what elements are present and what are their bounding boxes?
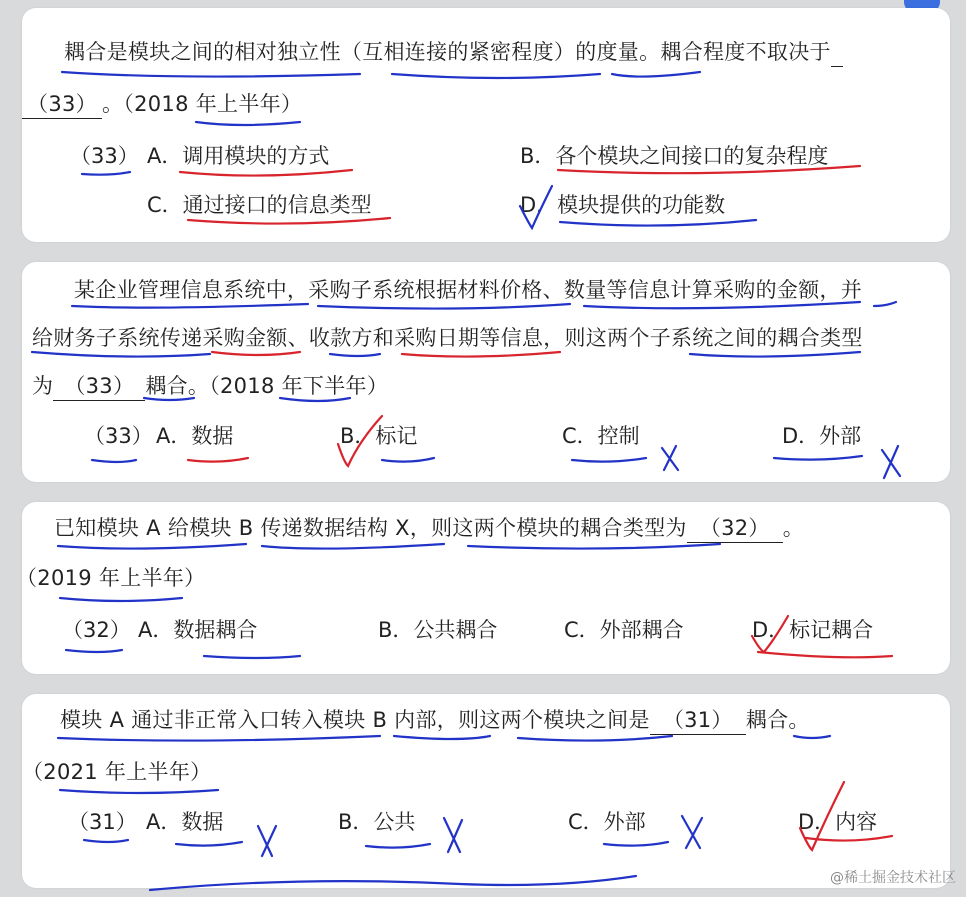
option-d: D．内容: [798, 810, 878, 834]
question-stem: 耦合是模块之间的相对独立性（互相连接的紧密程度）的度量。耦合程度不取决于: [64, 38, 843, 67]
question-card-1: [22, 8, 950, 242]
option-d: D．模块提供的功能数: [520, 193, 726, 217]
option-d: D．标记耦合: [752, 618, 874, 642]
option-a: A．数据耦合: [138, 618, 258, 642]
option-b: B．公共: [338, 810, 416, 834]
question-number: （32）: [62, 618, 131, 642]
question-stem: 已知模块 A 给模块 B 传递数据结构 X，则这两个模块的耦合类型为 （32） 。: [54, 514, 804, 543]
question-stem: 为 （33） 耦合。（2018 年下半年）: [32, 372, 388, 401]
answer-blank: （33）: [22, 90, 102, 119]
question-stem: 模块 A 通过非正常入口转入模块 B 内部，则这两个模块之间是 （31） 耦合。: [60, 706, 810, 735]
option-b: B．标记: [340, 424, 418, 448]
question-year: （2021 年上半年）: [22, 760, 212, 784]
option-a: A．调用模块的方式: [147, 144, 330, 168]
option-d: D．外部: [782, 424, 862, 448]
question-card-4: [22, 694, 950, 888]
question-stem: 某企业管理信息系统中，采购子系统根据材料价格、数量等信息计算采购的金额，并: [74, 278, 863, 302]
answer-blank: （32）: [687, 514, 783, 543]
option-c: C．外部: [568, 810, 646, 834]
option-c: C．控制: [562, 424, 640, 448]
question-card-2: [22, 262, 950, 482]
question-stem: （33） 。（2018 年上半年）: [22, 90, 302, 119]
option-a: A．数据: [146, 810, 224, 834]
watermark: @稀土掘金技术社区: [830, 870, 956, 886]
question-number: （33）: [70, 144, 139, 168]
option-b: B．公共耦合: [378, 618, 498, 642]
option-a: A．数据: [156, 424, 234, 448]
answer-blank: （31）: [650, 706, 746, 735]
option-c: C．通过接口的信息类型: [147, 193, 372, 217]
question-number: （33）: [84, 424, 153, 448]
option-b: B．各个模块之间接口的复杂程度: [520, 144, 829, 168]
question-card-3: [16, 502, 950, 674]
question-stem: 给财务子系统传递采购金额、收款方和采购日期等信息，则这两个子系统之间的耦合类型: [32, 326, 863, 350]
option-c: C．外部耦合: [564, 618, 684, 642]
question-year: （2019 年上半年）: [16, 566, 206, 590]
answer-blank: （33）: [53, 372, 145, 401]
question-number: （31）: [68, 810, 137, 834]
